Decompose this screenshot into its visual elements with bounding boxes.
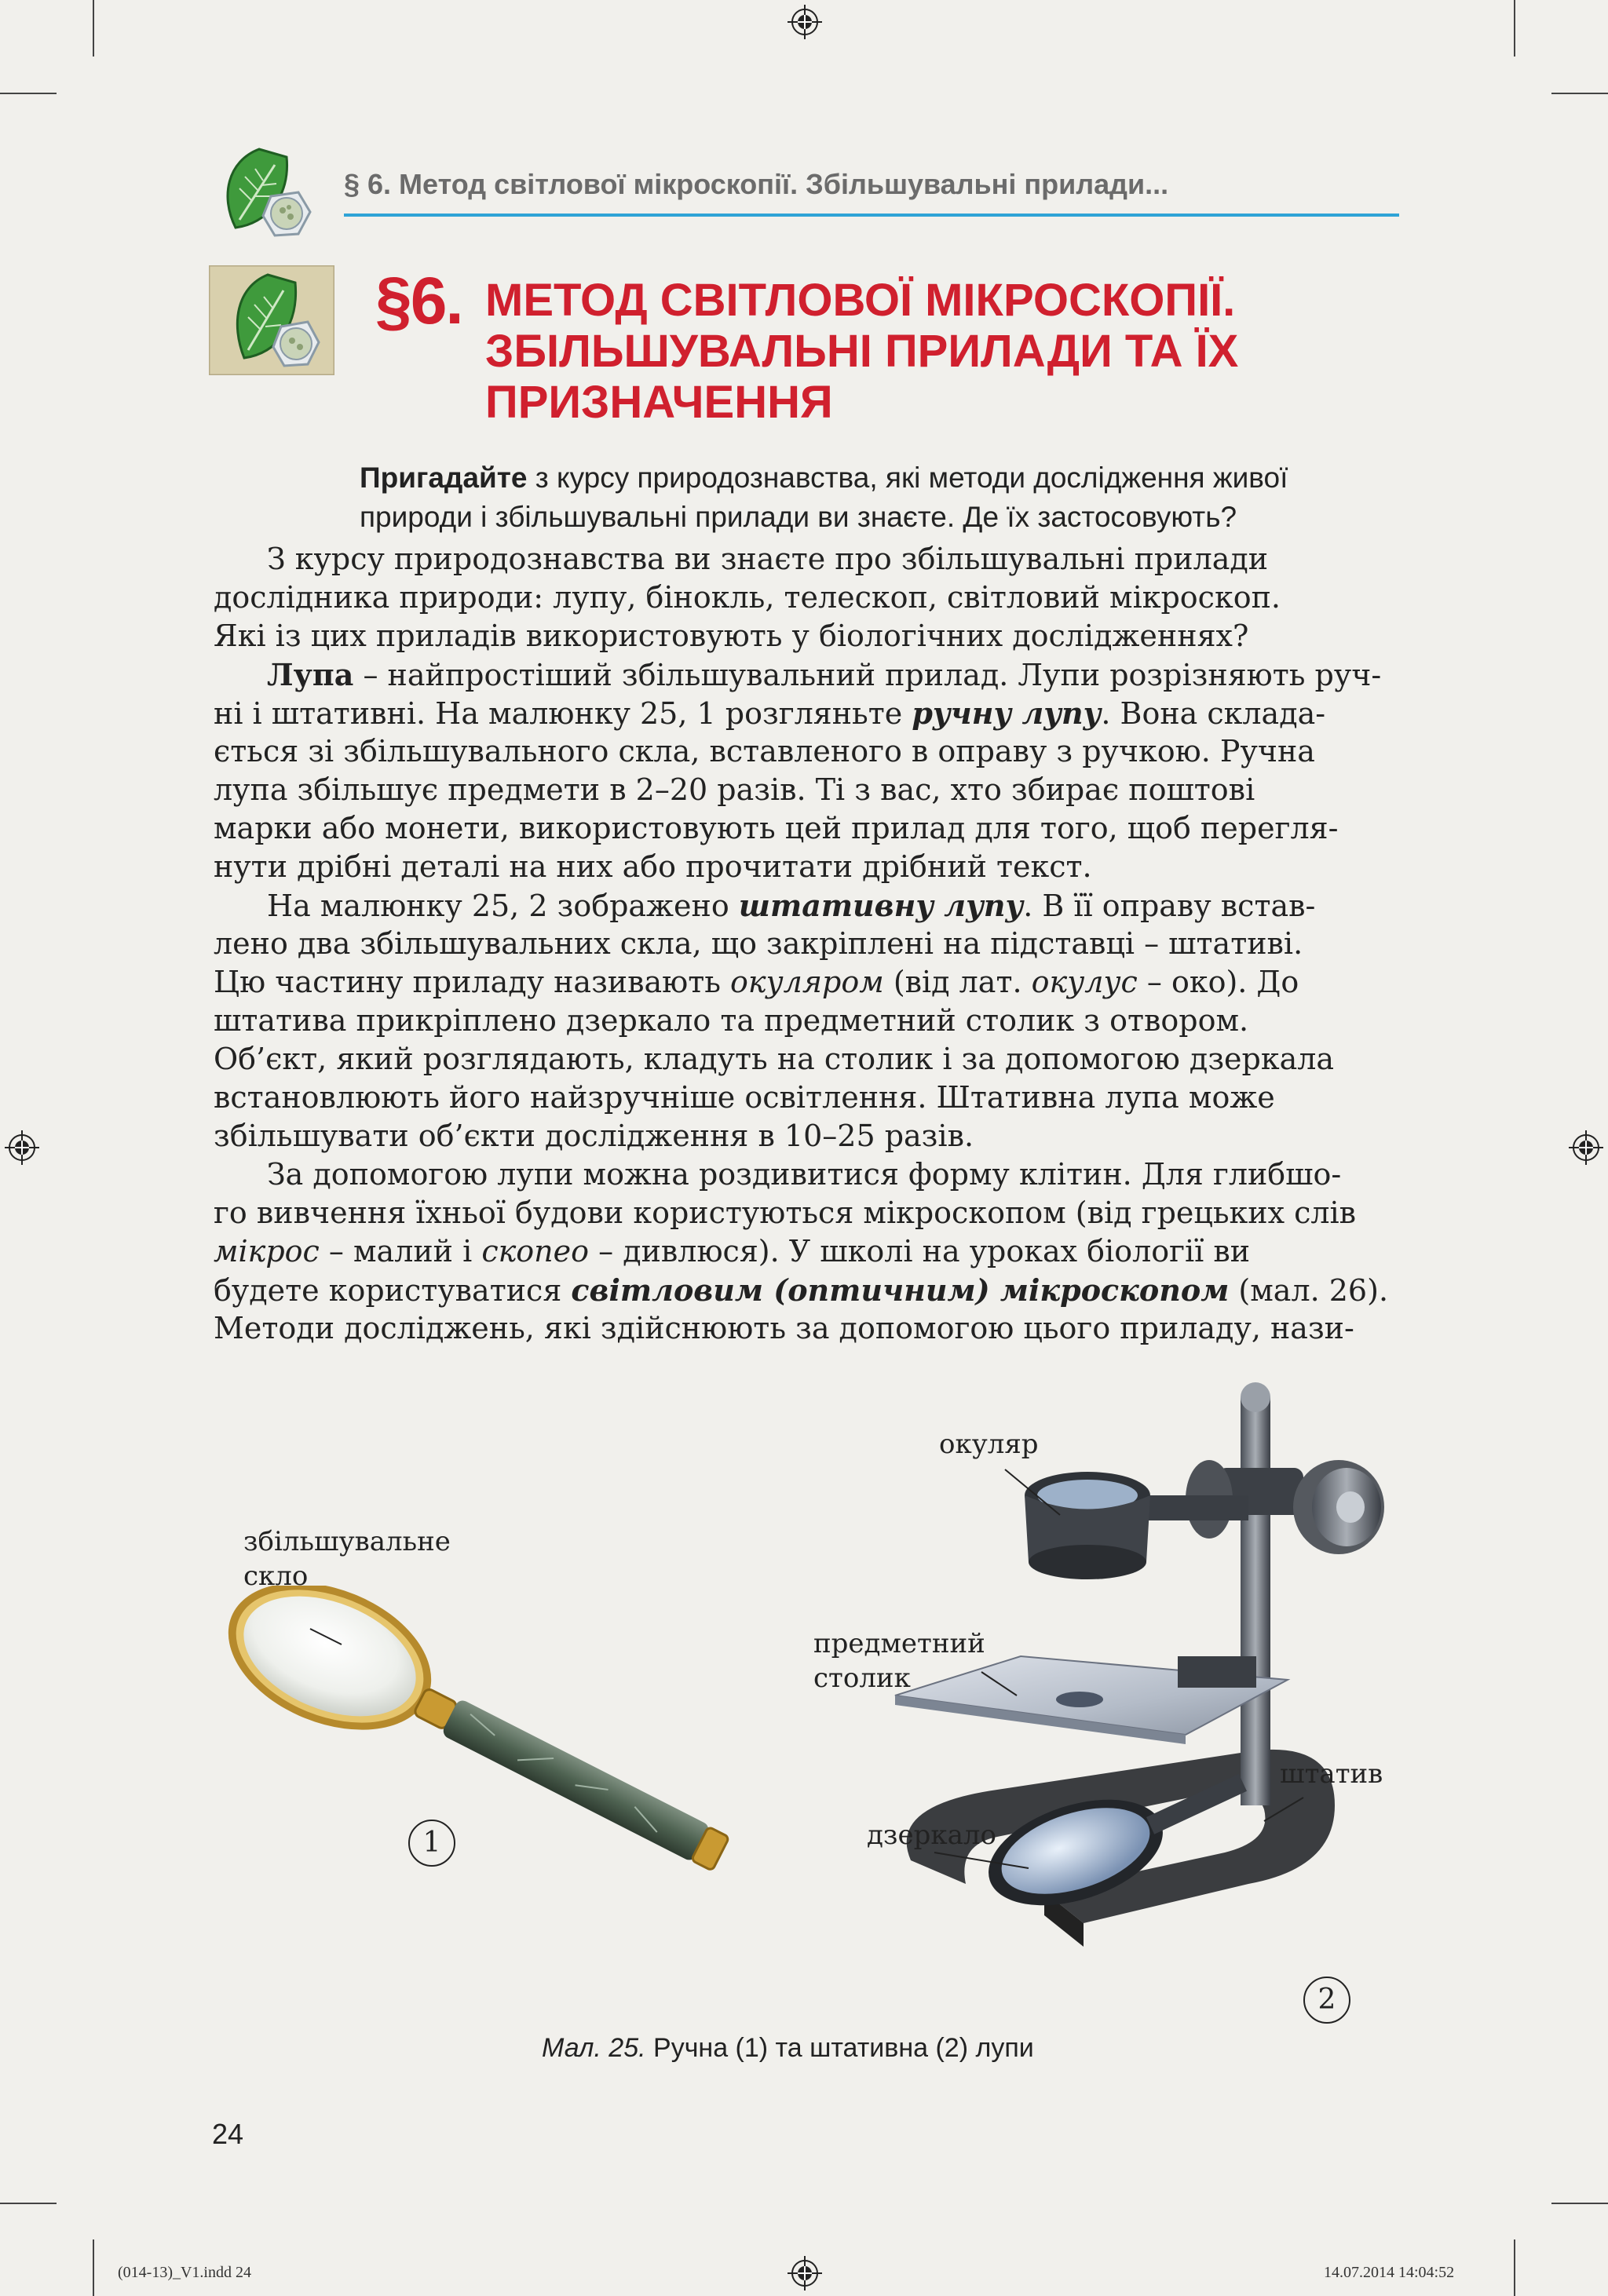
text-line: дослідника природи: лупу, бінокль, телескоп, світловий мікроскоп. bbox=[214, 580, 1281, 615]
label-stand: штатив bbox=[1280, 1758, 1383, 1790]
text-line: З курсу природознавства ви знаєте про збільшувальні прилади bbox=[267, 542, 1269, 576]
term-italic: окуляром bbox=[730, 965, 884, 999]
text-line: лено два збільшувальних скла, що закріплені на підставці – штативі. bbox=[214, 926, 1303, 961]
header-rule bbox=[344, 214, 1399, 217]
recall-block bbox=[360, 458, 1412, 537]
text-line: встановлюють його найзручніше освітлення. Штативна лупа може bbox=[214, 1080, 1275, 1115]
text-line: збільшувати об’єкти дослідження в 10–25 разів. bbox=[214, 1119, 974, 1153]
section-leaf-icon bbox=[209, 265, 334, 375]
crop-mark bbox=[0, 2203, 57, 2204]
recall-text: природи і збільшувальні прилади ви знаєте. Де їх застосовують? bbox=[360, 501, 1237, 533]
term-bold: Лупа bbox=[267, 657, 354, 692]
figure-number-1: 1 bbox=[408, 1820, 455, 1867]
term-emphasis: ручну лупу bbox=[912, 695, 1102, 731]
figure-caption: Мал. 25. Ручна (1) та штативна (2) лупи bbox=[542, 2033, 1034, 2063]
registration-mark-icon bbox=[1569, 1130, 1603, 1165]
body-text bbox=[214, 540, 1407, 1348]
recall-text: з курсу природознавства, які методи дослідження живої bbox=[527, 462, 1288, 494]
hand-magnifier-illustration bbox=[220, 1586, 817, 1900]
slug-left: (014-13)_V1.indd 24 bbox=[118, 2264, 251, 2281]
crop-mark bbox=[0, 93, 57, 94]
running-head: § 6. Метод світлової мікроскопії. Збільшувальні прилади... bbox=[344, 168, 1169, 200]
title-line: ПРИЗНАЧЕННЯ bbox=[485, 377, 833, 428]
text-line: Об’єкт, який розглядають, кладуть на столик і за допомогою дзеркала bbox=[214, 1042, 1335, 1076]
page-number: 24 bbox=[212, 2118, 244, 2150]
registration-mark-icon bbox=[788, 5, 822, 39]
slug-right: 14.07.2014 14:04:52 bbox=[1324, 2264, 1455, 2281]
crop-mark bbox=[1514, 0, 1515, 57]
crop-mark bbox=[1514, 2239, 1515, 2296]
crop-mark bbox=[93, 2239, 94, 2296]
registration-mark-icon bbox=[5, 1130, 39, 1165]
text-line: штатива прикріплено дзеркало та предметний столик з отвором. bbox=[214, 1003, 1249, 1038]
registration-mark-icon bbox=[788, 2256, 822, 2291]
label-stage: предметний столик bbox=[813, 1628, 985, 1694]
text-line: марки або монети, використовують цей прилад для того, щоб перегля- bbox=[214, 811, 1339, 845]
crop-mark bbox=[1551, 93, 1608, 94]
figure-number-2: 2 bbox=[1303, 1977, 1350, 2024]
recall-lead: Пригадайте bbox=[360, 462, 528, 494]
label-magnifying-glass: збільшувальне скло bbox=[243, 1526, 451, 1592]
label-eyepiece: окуляр bbox=[939, 1429, 1039, 1460]
page-title bbox=[485, 275, 1427, 428]
term-italic: мікрос bbox=[214, 1234, 320, 1268]
text-line: Методи досліджень, які здійснюють за допомогою цього приладу, нази- bbox=[214, 1311, 1354, 1345]
text-line: Лупа – найпростіший збільшувальний прилад. Лупи розрізняють руч- bbox=[267, 657, 1382, 692]
text-line: ні і штативні. На малюнку 25, 1 розгляньте ручну лупу. Вона склада- bbox=[214, 695, 1326, 731]
text-line: го вивчення їхньої будови користуються мікроскопом (від грецьких слів bbox=[214, 1195, 1357, 1230]
text-line: За допомогою лупи можна роздивитися форму клітин. Для глибшо- bbox=[267, 1157, 1342, 1192]
text-line: будете користуватися світловим (оптичним) мікроскопом (мал. 26). bbox=[214, 1272, 1389, 1308]
term-italic: окулус bbox=[1031, 965, 1138, 999]
text-line: На малюнку 25, 2 зображено штативну лупу. В її оправу встав- bbox=[267, 888, 1316, 923]
label-mirror: дзеркало bbox=[867, 1820, 996, 1851]
section-sign: §6. bbox=[375, 264, 462, 338]
text-line: лупа збільшує предмети в 2–20 разів. Ті з вас, хто збирає поштові bbox=[214, 772, 1255, 807]
text-line: нути дрібні деталі на них або прочитати дрібний текст. bbox=[214, 849, 1092, 884]
title-line: МЕТОД СВІТЛОВОЇ МІКРОСКОПІЇ. bbox=[485, 275, 1236, 326]
term-emphasis: світловим (оптичним) мікроскопом bbox=[571, 1272, 1230, 1308]
term-emphasis: штативну лупу bbox=[738, 888, 1024, 923]
text-line: Цю частину приладу називають окуляром (від лат. окулус – око). До bbox=[214, 965, 1299, 999]
text-line: мікрос – малий і скопео – дивлюся). У школі на уроках біології ви bbox=[214, 1234, 1251, 1268]
crop-mark bbox=[1551, 2203, 1608, 2204]
title-line: ЗБІЛЬШУВАЛЬНІ ПРИЛАДИ ТА ЇХ bbox=[485, 326, 1239, 377]
term-italic: скопео bbox=[481, 1234, 590, 1268]
text-line: Які із цих приладів використовують у біологічних дослідженнях? bbox=[214, 619, 1249, 653]
text-line: ється зі збільшувального скла, вставленого в оправу з ручкою. Ручна bbox=[214, 734, 1315, 768]
section-leaf-icon bbox=[212, 141, 314, 243]
crop-mark bbox=[93, 0, 94, 57]
